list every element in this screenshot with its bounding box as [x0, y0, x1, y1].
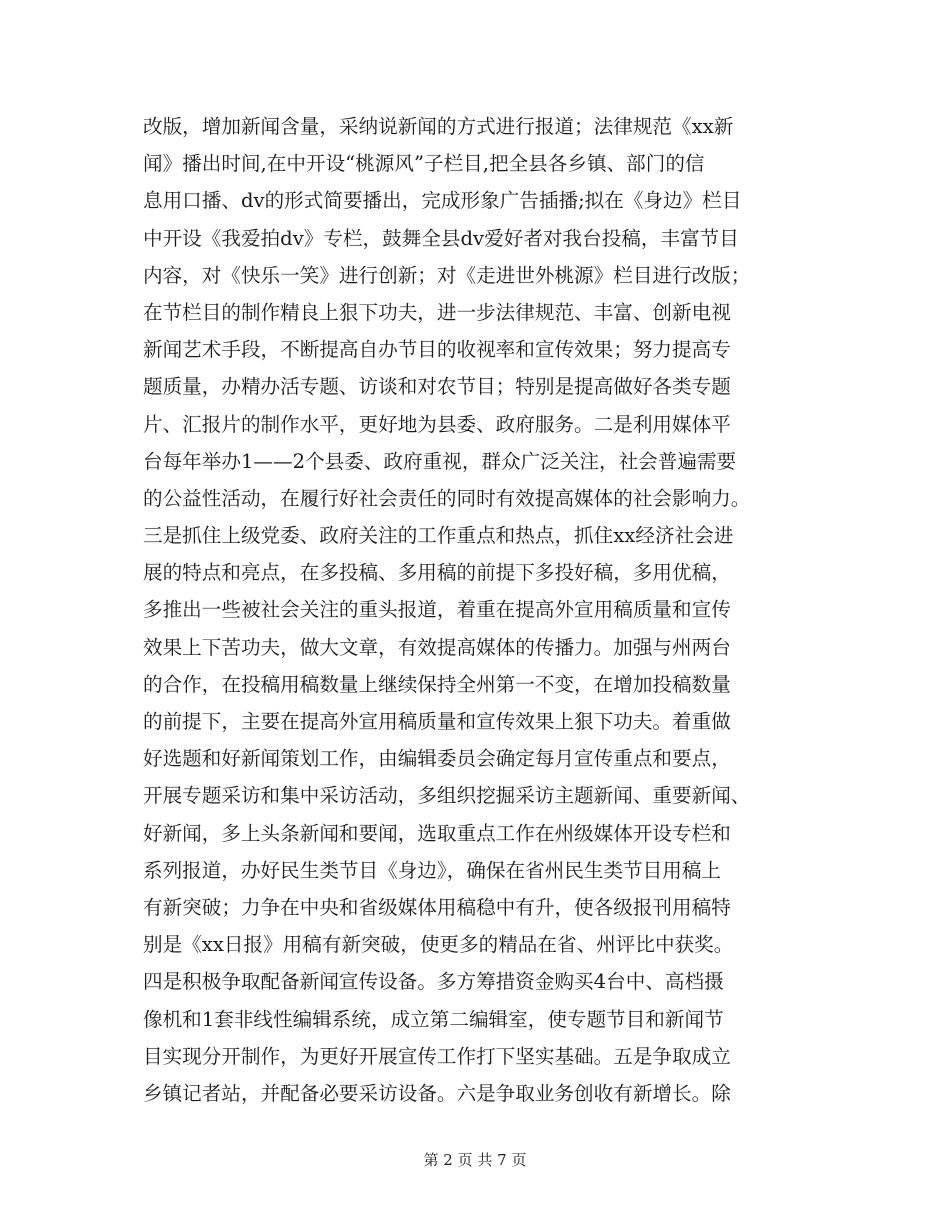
text-line: 台每年举办1——2个县委、政府重视，群众广泛关注，社会普遍需要	[143, 449, 737, 473]
text-line: 别是《xx日报》用稿有新突破，使更多的精品在省、州评比中获奖。	[143, 933, 734, 957]
text-line: 的合作，在投稿用稿数量上继续保持全州第一不变，在增加投稿数量	[143, 672, 731, 696]
text-line: 效果上下苦功夫，做大文章，有效提高媒体的传播力。加强与州两台	[143, 635, 731, 659]
page-number-label: 第 2 页 共 7 页	[423, 1151, 527, 1169]
text-line: 开展专题采访和集中采访活动，多组织挖掘采访主题新闻、重要新闻、	[143, 784, 751, 808]
text-line: 多推出一些被社会关注的重头报道，着重在提高外宣用稿质量和宣传	[143, 598, 731, 622]
text-line: 目实现分开制作，为更好开展宣传工作打下坚实基础。五是争取成立	[143, 1044, 731, 1068]
text-line: 好新闻，多上头条新闻和要闻，选取重点工作在州级媒体开设专栏和	[143, 821, 731, 845]
text-line: 三是抓住上级党委、政府关注的工作重点和热点，抓住xx经济社会进	[143, 524, 734, 548]
text-line: 展的特点和亮点，在多投稿、多用稿的前提下多投好稿，多用优稿，	[143, 561, 731, 585]
text-line: 题质量，办精办活专题、访谈和对农节目；特别是提高做好各类专题	[143, 375, 731, 399]
text-line: 新闻艺术手段，不断提高自办节目的收视率和宣传效果；努力提高专	[143, 338, 731, 362]
text-line: 四是积极争取配备新闻宣传设备。多方筹措资金购买4台中、高档摄	[143, 970, 724, 994]
page-footer	[0, 1150, 950, 1170]
text-line: 有新突破；力争在中央和省级媒体用稿稳中有升，使各级报刊用稿特	[143, 895, 731, 919]
text-line: 改版，增加新闻含量，采纳说新闻的方式进行报道；法律规范《xx新	[143, 115, 734, 138]
text-line: 片、汇报片的制作水平，更好地为县委、政府服务。二是利用媒体平	[143, 412, 731, 436]
text-line: 中开设《我爱拍dv》专栏，鼓舞全县dv爱好者对我台投稿，丰富节目	[143, 226, 739, 250]
text-line: 好选题和好新闻策划工作，由编辑委员会确定每月宣传重点和要点，	[143, 747, 731, 771]
text-line: 息用口播、dv的形式简要播出，完成形象广告插播;拟在《身边》栏目	[143, 189, 742, 213]
text-line: 内容，对《快乐一笑》进行创新；对《走进世外桃源》栏目进行改版；	[143, 263, 751, 287]
text-line: 的公益性活动，在履行好社会责任的同时有效提高媒体的社会影响力。	[143, 486, 751, 510]
text-line: 系列报道，办好民生类节目《身边》，确保在省州民生类节目用稿上	[143, 858, 722, 882]
text-line: 的前提下，主要在提高外宣用稿质量和宣传效果上狠下功夫。着重做	[143, 710, 731, 733]
text-line: 乡镇记者站，并配备必要采访设备。六是争取业务创收有新增长。除	[143, 1081, 731, 1105]
text-line: 像机和1套非线性编辑系统，成立第二编辑室，使专题节目和新闻节	[143, 1007, 724, 1031]
body-text	[143, 108, 823, 1112]
text-line: 闻》播出时间,在中开设“桃源风”子栏目,把全县各乡镇、部门的信	[143, 152, 705, 176]
text-line: 在节栏目的制作精良上狠下功夫，进一步法律规范、丰富、创新电视	[143, 300, 731, 324]
